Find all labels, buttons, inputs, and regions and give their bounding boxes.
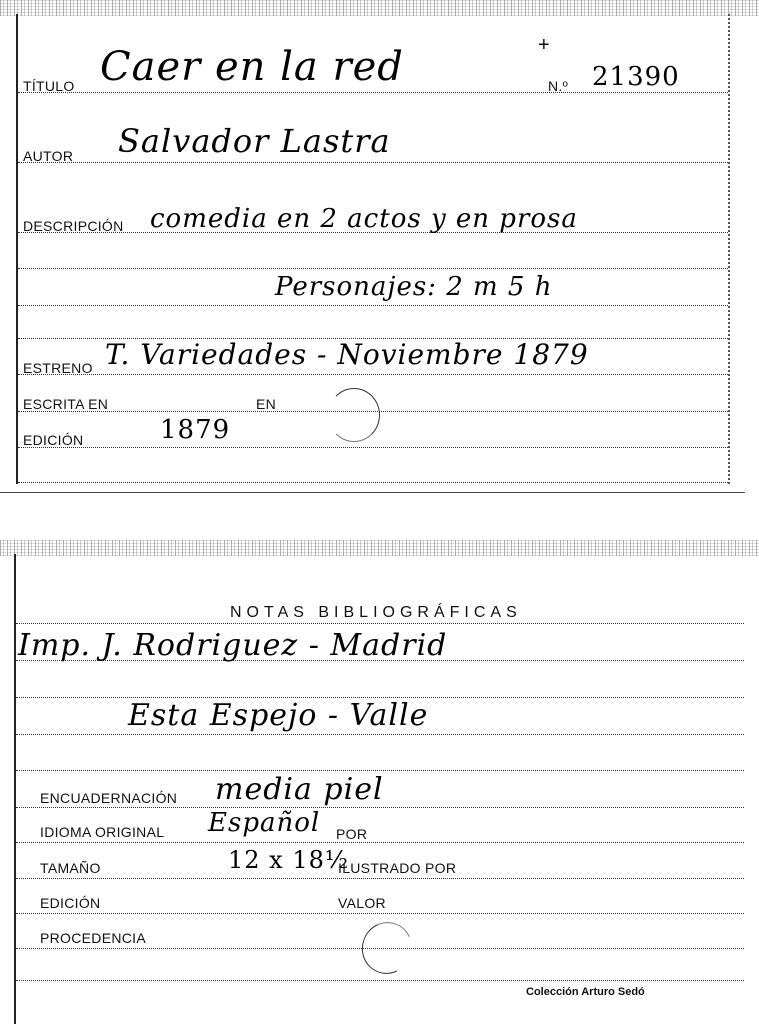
rule-tamano xyxy=(16,878,744,879)
procedencia-label: PROCEDENCIA xyxy=(40,930,146,946)
personajes-value: Personajes: 2 m 5 h xyxy=(275,272,553,302)
card-left-border-bottom xyxy=(14,554,16,1024)
catalog-card-bottom xyxy=(0,540,759,1028)
rule-estreno xyxy=(18,374,728,375)
rule-bottom xyxy=(18,482,728,483)
note-line-2: Esta Espejo - Valle xyxy=(128,698,429,733)
estreno-label: ESTRENO xyxy=(23,360,93,376)
descripcion-value: comedia en 2 actos y en prosa xyxy=(150,204,578,234)
collection-footer: Colección Arturo Sedó xyxy=(526,986,645,998)
rule-note-4 xyxy=(16,770,744,771)
escrita-label: ESCRITA EN xyxy=(23,396,109,412)
punch-hole-mark xyxy=(328,388,380,442)
rule-autor xyxy=(18,162,728,163)
valor-label: VALOR xyxy=(338,895,386,911)
edicion-b-label: EDICIÓN xyxy=(40,895,101,911)
encuadernacion-value: media piel xyxy=(215,772,384,807)
rule-note-3 xyxy=(16,734,744,735)
rule-blank xyxy=(18,268,728,269)
numero-value: 21390 xyxy=(592,62,680,92)
edicion-value: 1879 xyxy=(160,415,231,445)
rule-personajes xyxy=(18,305,728,306)
en-label: EN xyxy=(256,396,277,412)
rule-notas xyxy=(16,623,744,624)
tamano-value: 12 x 18½ xyxy=(228,846,350,874)
titulo-label: TÍTULO xyxy=(23,78,75,94)
autor-value: Salvador Lastra xyxy=(118,122,391,160)
tamano-label: TAMAÑO xyxy=(40,860,101,876)
card-right-border xyxy=(728,14,730,484)
idioma-label: IDIOMA ORIGINAL xyxy=(40,824,165,840)
catalog-card-top xyxy=(0,0,759,495)
rule-encuadernacion xyxy=(16,807,744,808)
titulo-value: Caer en la red xyxy=(100,44,404,90)
card-left-border xyxy=(16,14,18,484)
encuadernacion-label: ENCUADERNACIÓN xyxy=(40,790,178,806)
speckled-edge-bottom xyxy=(0,540,759,556)
rule-edicion-b xyxy=(16,913,744,914)
edicion-label: EDICIÓN xyxy=(23,432,84,448)
numero-label: N.º xyxy=(548,78,569,94)
speckled-edge xyxy=(0,0,759,16)
por-label: POR xyxy=(336,826,368,842)
autor-label: AUTOR xyxy=(23,148,74,164)
cross-mark: + xyxy=(538,34,550,56)
rule-bottom-b xyxy=(16,980,744,981)
punch-hole-mark-bottom xyxy=(355,915,420,981)
descripcion-label: DESCRIPCIÓN xyxy=(23,218,124,234)
card-separator xyxy=(0,492,745,493)
rule-edicion xyxy=(18,447,728,448)
estreno-value: T. Variedades - Noviembre 1879 xyxy=(105,338,589,371)
notas-title: NOTAS BIBLIOGRÁFICAS xyxy=(230,604,522,621)
idioma-value: Español xyxy=(208,808,321,838)
rule-idioma xyxy=(16,842,744,843)
note-line-1: Imp. J. Rodriguez - Madrid xyxy=(18,628,448,663)
ilustrado-label: ILUSTRADO POR xyxy=(338,860,457,876)
rule-titulo xyxy=(18,92,728,93)
